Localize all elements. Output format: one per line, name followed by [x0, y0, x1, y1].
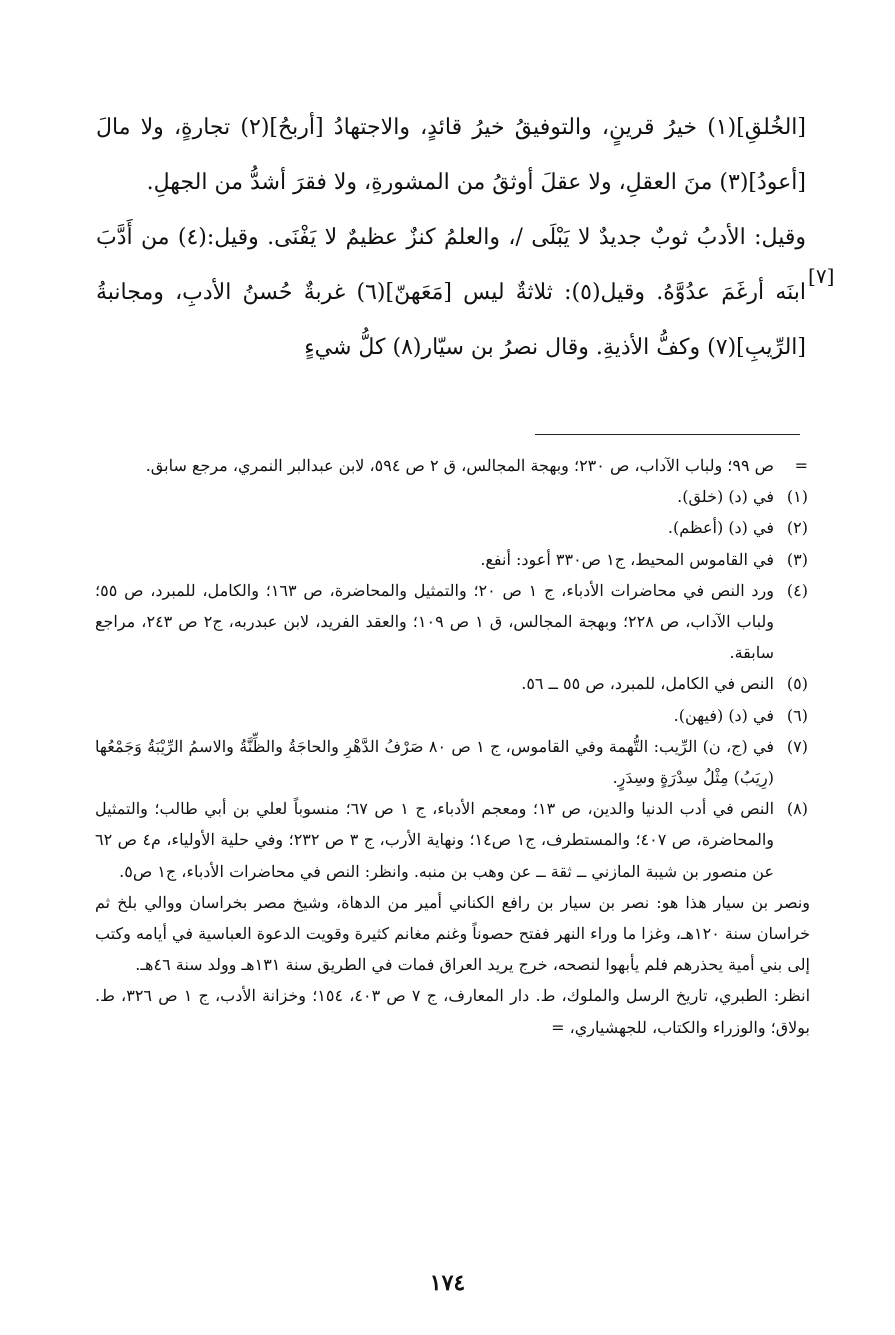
footnote-text: النص في الكامل، للمبرد، ص ٥٥ ــ ٥٦.: [521, 674, 774, 694]
footnote-separator: [535, 434, 800, 435]
footnote-text: في (د) (خلق).: [677, 487, 774, 507]
footnote-mark: =: [794, 456, 808, 475]
footnote-bio-paragraph: ونصر بن سيار هذا هو: نصر بن سيار بن رافع الكناني أمير من الدهاة، وشيخ مصر بخراسان ووالي بلخ ثم خراسان سنة ١٢٠هـ، وغزا ما وراء النهر ففتح حصوناً وغنم مغانم كثيرة وقويت الدعوة العباسية في أيامه وكتب إلى بني أمية يحذرهم فلم يأبهوا لنصحه، خرج يريد العراق فمات في الطريق سنة ١٣١هـ وولد سنة ٤٦هـ.: [95, 892, 810, 975]
main-text: [96, 100, 806, 375]
footnote-mark: (٧): [786, 736, 808, 756]
footnote-5: [95, 668, 810, 699]
footnote-mark: (١): [786, 487, 808, 507]
footnote-2: [95, 512, 810, 543]
footnote-text: في (د) (أعظم).: [667, 518, 774, 538]
footnote-3: [95, 544, 810, 575]
footnote-text: النص في أدب الدنيا والدين، ص ١٣؛ ومعجم الأدباء، ج ١ ص ٦٧؛ منسوباً لعلي بن أبي طالب؛ والتمثيل والمحاضرة، ص ٤٠٧؛ والمستطرف، ج١ ص١٤؛ ونهاية الأرب، ج ٣ ص ٢٣٢؛ وفي حلية الأولياء، م٤ ص ٦٢ عن منصور بن شيبة المازني ــ ثقة ــ عن وهب بن منبه. وانظر: النص في محاضرات الأدباء، ج١ ص٥.: [95, 799, 775, 881]
footnote-references-paragraph: انظر: الطبري، تاريخ الرسل والملوك، ط. دار المعارف، ج ٧ ص ٤٠٣، ١٥٤؛ وخزانة الأدب، ج ١ ص ٣٢٦، ط. بولاق؛ والوزراء والكتاب، للجهشياري، =: [95, 986, 811, 1037]
footnote-text: في (ج، ن) الرِّيب: التُّهمة وفي القاموس، ج ١ ص ٨٠ صَرْفُ الدَّهْرِ والحاجَةُ والظِّنَّةُ والاسمُ الرِّيْبَةُ وَجَمْعُها (رِيَبُ) مِثْلُ سِدْرَةٍ وسِدَرٍ.: [95, 736, 775, 788]
main-paragraph-1: [الخُلقِ](١) خيرُ قرينٍ، والتوفيقُ خيرُ قائدٍ، والاجتهادُ [أربحُ](٢) تجارةٍ، ولا مالَ [أعودُ](٣) منَ العقلِ، ولا عقلَ أوثقُ من المشورةِ، ولا فقرَ أشدُّ من الجهلِ.: [96, 115, 807, 195]
footnote-text: في (د) (فيهن).: [673, 705, 774, 725]
footnote-mark: (٥): [786, 674, 808, 694]
footnote-mark: (٨): [786, 799, 808, 819]
main-paragraph-2: وقيل: الأدبُ ثوبٌ جديدٌ لا يَبْلَى /، والعلمُ كنزٌ عظيمٌ لا يَفْنَى. وقيل:(٤) من أَدَّبَ ابنَه أرغَمَ عدُوَّهُ. وقيل(٥): ثلاثةٌ ليس [مَعَهنّ](٦) غربةٌ حُسنُ الأدبِ، ومجانبةُ [الرِّيبِ](٧) وكفُّ الأذيةِ. وقال نصرُ بن سيّار(٨) كلُّ شيءٍ: [96, 225, 806, 360]
footnote-4: [95, 575, 810, 669]
footnotes: [95, 450, 810, 1043]
footnote-mark: (٣): [786, 549, 808, 569]
footnote-text: ورد النص في محاضرات الأدباء، ج ١ ص ٢٠؛ والتمثيل والمحاضرة، ص ١٦٣؛ والكامل، للمبرد، ص ٥٥؛ ولباب الآداب، ص ٢٢٨؛ وبهجة المجالس، ق ١ ص ١٠٩؛ والعقد الفريد، لابن عبدربه، ج٢ ص ٢٤٣، مراجع سابقة.: [95, 580, 775, 663]
footnote-7: [95, 731, 810, 793]
page-number: ١٧٤: [429, 1270, 466, 1296]
footnote-1: [95, 481, 810, 512]
footnote-mark: (٤): [786, 580, 808, 600]
footnote-text: في القاموس المحيط، ج١ ص٣٣٠ أعود: أنفع.: [480, 549, 774, 569]
paragraph-number: [٧]: [808, 264, 835, 288]
footnote-continuation: [95, 450, 810, 481]
footnote-6: [95, 700, 810, 731]
footnote-mark: (٢): [786, 518, 808, 538]
footnote-mark: (٦): [786, 705, 808, 725]
footnote-text: ص ٩٩؛ ولباب الآداب، ص ٢٣٠؛ وبهجة المجالس، ق ٢ ص ٥٩٤، لابن عبدالبر النمري، مرجع سابق.: [145, 456, 774, 475]
footnote-8: [95, 793, 810, 887]
